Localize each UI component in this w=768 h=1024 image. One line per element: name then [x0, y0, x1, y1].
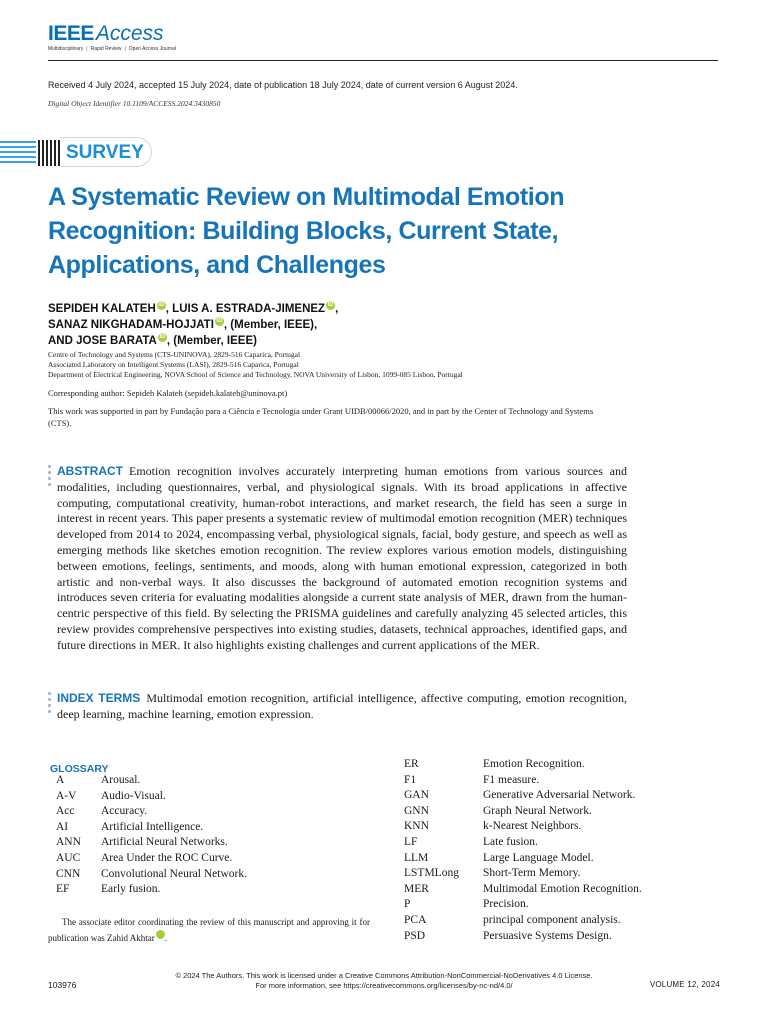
abstract-block	[57, 464, 627, 654]
funding-statement: This work was supported in part by Fundação para a Ciência e Tecnologia under Grant UIDB/00066/2020, and in part by the Center of Technology and Systems (CTS).	[48, 406, 594, 428]
glossary-abbr: GAN	[404, 789, 429, 802]
paper-title: A Systematic Review on Multimodal Emotion Recognition: Building Blocks, Current State, Applications, and Challenges	[48, 183, 565, 279]
glossary-abbr: KNN	[404, 820, 429, 833]
glossary-def: F1 measure.	[483, 773, 540, 786]
author-name: SANAZ NIKGHADAM-HOJJATI	[48, 319, 214, 331]
glossary-def: Graph Neural Network.	[483, 804, 592, 817]
glossary-abbr: CNN	[56, 867, 81, 880]
glossary-row	[404, 819, 642, 835]
affiliation-line: Centre of Technology and Systems (CTS-UNINOVA), 2829-516 Caparica, Portugal	[48, 350, 301, 359]
index-terms-label: INDEX TERMS	[57, 691, 141, 705]
affiliations	[48, 350, 463, 380]
orcid-icon[interactable]: iD	[158, 302, 165, 308]
glossary-def: Precision.	[483, 898, 529, 911]
editor-footnote	[48, 914, 370, 946]
glossary-def: Emotion Recognition.	[483, 758, 585, 770]
tagline-item: Multidisciplinary	[48, 46, 84, 52]
glossary-abbr: AI	[56, 820, 69, 833]
tagline-item: Rapid Review	[90, 46, 122, 52]
glossary-row	[404, 897, 642, 913]
author-membership: , (Member, IEEE)	[166, 335, 257, 347]
glossary-row	[404, 773, 642, 789]
glossary-row	[404, 929, 642, 945]
glossary-def: Convolutional Neural Network.	[101, 867, 247, 880]
abstract-label: ABSTRACT	[57, 464, 123, 478]
glossary-def: Short-Term Memory.	[483, 867, 581, 880]
glossary-row	[404, 882, 642, 898]
glossary-def: Artificial Intelligence.	[101, 820, 204, 833]
glossary-row	[56, 820, 247, 836]
glossary-abbr: ANN	[56, 836, 81, 849]
glossary-def: Audio-Visual.	[101, 789, 166, 802]
glossary-abbr: LSTMLong	[404, 867, 459, 880]
license-line: © 2024 The Authors. This work is licensed under a Creative Commons Attribution-NonCommercial-NoDerivatives 4.0 License.	[175, 971, 593, 980]
glossary-abbr: AUC	[56, 851, 81, 864]
logo-access-text: Access	[95, 22, 164, 45]
corresponding-author: Corresponding author: Sepideh Kalateh (sepideh.kalateh@uninova.pt)	[48, 388, 288, 398]
glossary-def: Persuasive Systems Design.	[483, 929, 612, 942]
tagline-item: Open Access Journal	[128, 46, 177, 52]
glossary-row	[404, 913, 642, 929]
survey-label: SURVEY	[60, 137, 152, 167]
index-terms-dots-icon	[48, 692, 51, 716]
glossary-row	[56, 789, 247, 805]
glossary-def: Late fusion.	[483, 835, 538, 848]
glossary-abbr: A-V	[56, 789, 77, 802]
license-link[interactable]: For more information, see https://creativecommons.org/licenses/by-nc-nd/4.0/	[255, 981, 513, 990]
glossary-def: Artificial Neural Networks.	[101, 836, 228, 849]
logo-ieee-text: IEEE	[48, 22, 94, 45]
glossary-abbr: Acc	[56, 805, 75, 818]
glossary-def: principal component analysis.	[483, 913, 621, 926]
orcid-icon[interactable]: iD	[156, 930, 165, 939]
badge-stripes-icon	[0, 137, 62, 169]
article-type-badge	[0, 137, 160, 169]
abstract-text: Emotion recognition involves accurately interpreting human emotions from various sources and modalities, including questionnaires, verbal, and physiological signals. With its broad applications in affective computing, computational creativity, human-robot interactions, and market research, the field has seen a surge in interest in recent years. This paper presents a systematic review of multimodal emotion recognition (MER) techniques developed from 2014 to 2024, encompassing verbal, physiological signals, facial, body gesture, and speech as well as emerging methods like sketches emotion recognition. The review explores various emotion models, distinguishing between emotions, feelings, sentiments, and moods, along with human emotional expression, categorized in both artistic and non-verbal ways. It also discusses the background of automated emotion recognition systems and introduces seven criteria for evaluating modalities alongside a current state analysis of MER, drawn from the human-centric perspective of this field. By selecting the PRISMA guidelines and carefully analyzing 45 selected articles, this review provides comprehensive perspectives into existing studies, datasets, technical approaches, identified gaps, and future directions in MER. It also highlights existing challenges and current applications of the MER.	[57, 464, 627, 652]
glossary-def: Multimodal Emotion Recognition.	[483, 882, 642, 895]
glossary-abbr: PSD	[404, 929, 426, 942]
glossary-row	[404, 804, 642, 820]
orcid-icon[interactable]: iD	[216, 318, 223, 324]
glossary-abbr: GNN	[404, 804, 429, 817]
glossary-def: k-Nearest Neighbors.	[483, 820, 582, 833]
doi-line: Digital Object Identifier 10.1109/ACCESS.2024.3430850	[48, 99, 221, 108]
glossary-row	[56, 773, 247, 789]
glossary-row	[404, 835, 642, 851]
author-list: SEPIDEH KALATEH iD , LUIS A. ESTRADA-JIMENEZ iD , SANAZ NIKGHADAM-HOJJATI iD , (Member, IEEE), AND JOSE BARATA iD , (Member, IEEE)	[48, 302, 339, 347]
glossary-def: Area Under the ROC Curve.	[101, 851, 233, 864]
glossary-def: Large Language Model.	[483, 851, 594, 864]
received-dates: Received 4 July 2024, accepted 15 July 2024, date of publication 18 July 2024, date of current version 6 August 2024.	[48, 80, 518, 90]
glossary-row	[404, 788, 642, 804]
orcid-icon[interactable]: iD	[327, 302, 334, 308]
index-terms-text: Multimodal emotion recognition, artificial intelligence, affective computing, emotion recognition, deep learning, machine learning, emotion expression.	[57, 691, 627, 721]
footnote-period: .	[164, 933, 167, 943]
glossary-abbr: A	[56, 774, 65, 786]
glossary-def: Generative Adversarial Network.	[483, 789, 636, 802]
glossary-abbr: EF	[56, 883, 70, 896]
affiliation-line: Department of Electrical Engineering, NOVA School of Science and Technology, NOVA University of Lisbon, 1099-085 Lisbon, Portugal	[48, 370, 463, 379]
glossary-abbr: ER	[404, 758, 419, 770]
author-name: , LUIS A. ESTRADA-JIMENEZ	[165, 303, 326, 315]
glossary-row	[404, 757, 642, 773]
index-terms-block	[57, 691, 627, 723]
glossary-row	[56, 882, 247, 898]
glossary-def: Arousal.	[101, 774, 141, 786]
glossary-row	[404, 866, 642, 882]
glossary-abbr: PCA	[404, 913, 427, 926]
page-number: 103976	[48, 980, 77, 990]
glossary-abbr: LLM	[404, 851, 429, 864]
glossary-def: Early fusion.	[101, 883, 161, 896]
author-name: AND JOSE BARATA	[48, 335, 157, 347]
header-rule	[48, 60, 718, 61]
volume-info: VOLUME 12, 2024	[649, 980, 720, 989]
glossary-row	[56, 867, 247, 883]
glossary-row	[56, 851, 247, 867]
glossary-abbr: F1	[404, 773, 417, 786]
orcid-icon[interactable]: iD	[159, 334, 166, 340]
glossary-abbr: P	[404, 898, 411, 911]
glossary-row	[56, 835, 247, 851]
glossary-row	[404, 851, 642, 867]
glossary-left-column	[56, 773, 247, 898]
glossary-abbr: MER	[404, 882, 429, 895]
glossary-abbr: LF	[404, 835, 418, 848]
affiliation-line: Associated Laboratory on Intelligent Systems (LASI), 2829-516 Caparica, Portugal	[48, 360, 299, 369]
abstract-dots-icon	[48, 465, 51, 489]
glossary-row	[56, 804, 247, 820]
footnote-text: The associate editor coordinating the review of this manuscript and approving it for publication was Zahid Akhtar	[48, 917, 370, 943]
glossary-right-column	[404, 757, 642, 944]
author-membership: , (Member, IEEE),	[223, 319, 318, 331]
glossary-heading: GLOSSARY	[50, 763, 109, 775]
glossary-def: Accuracy.	[101, 805, 148, 818]
logo-tagline: Multidisciplinary | Rapid Review | Open Access Journal	[48, 46, 177, 52]
author-name: SEPIDEH KALATEH	[48, 303, 156, 315]
